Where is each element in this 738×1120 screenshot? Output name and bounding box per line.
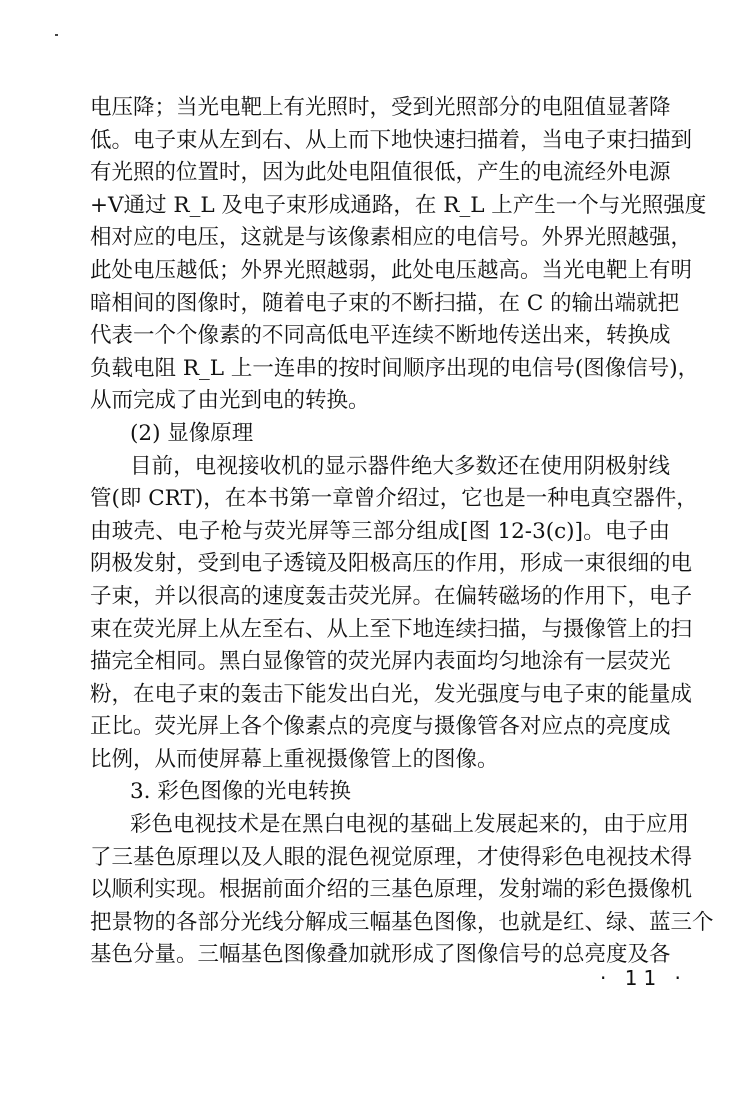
body-text <box>90 92 714 972</box>
text-line: 束在荧光屏上从左至右、从上至下地连续扫描，与摄像管上的扫 <box>90 616 693 642</box>
text-line: 把景物的各部分光线分解成三幅基色图像，也就是红、绿、蓝三个 <box>90 909 714 935</box>
text-line: 正比。荧光屏上各个像素点的亮度与摄像管各对应点的亮度成 <box>90 714 671 740</box>
text-line: 从而完成了由光到电的转换。 <box>90 388 370 414</box>
text-line: 代表一个个像素的不同高低电平连续不断地传送出来，转换成 <box>90 323 671 349</box>
text-line: +V通过 R_L 及电子束形成通路，在 R_L 上产生一个与光照强度 <box>90 192 707 218</box>
section-heading: (2) 显像原理 <box>130 420 254 446</box>
text-line: 比例，从而使屏幕上重视摄像管上的图像。 <box>90 746 499 772</box>
text-line: 相对应的电压，这就是与该像素相应的电信号。外界光照越强， <box>90 225 693 251</box>
text-line: 有光照的位置时，因为此处电阻值很低，产生的电流经外电源 <box>90 160 671 186</box>
text-line: 以顺利实现。根据前面介绍的三基色原理，发射端的彩色摄像机 <box>90 877 693 903</box>
text-line: 暗相间的图像时，随着电子束的不断扫描，在 C 的输出端就把 <box>90 290 680 316</box>
text-line: 管(即 CRT)，在本书第一章曾介绍过，它也是一种电真空器件， <box>90 486 698 512</box>
text-line: 了三基色原理以及人眼的混色视觉原理，才使得彩色电视技术得 <box>90 844 693 870</box>
text-line: 描完全相同。黑白显像管的荧光屏内表面均匀地涂有一层荧光 <box>90 649 671 675</box>
text-line: 基色分量。三幅基色图像叠加就形成了图像信号的总亮度及各 <box>90 942 671 968</box>
text-line: 电压降；当光电靶上有光照时，受到光照部分的电阻值显著降 <box>90 95 671 120</box>
scan-mark <box>55 34 58 36</box>
text-line: 彩色电视技术是在黑白电视的基础上发展起来的，由于应用 <box>130 812 690 838</box>
text-line: 由玻壳、电子枪与荧光屏等三部分组成[图 12-3(c)]。电子由 <box>90 518 670 544</box>
text-line: 此处电压越低；外界光照越弱，此处电压越高。当光电靶上有明 <box>90 257 693 283</box>
text-line: 负载电阻 R_L 上一连串的按时间顺序出现的电信号(图像信号)， <box>90 355 700 381</box>
text-line: 低。电子束从左到右、从上而下地快速扫描着，当电子束扫描到 <box>90 127 693 153</box>
text-line: 目前，电视接收机的显示器件绝大多数还在使用阴极射线 <box>130 453 670 479</box>
section-heading: 3. 彩色图像的光电转换 <box>130 779 351 805</box>
text-line: 子束，并以很高的速度轰击荧光屏。在偏转磁场的作用下，电子 <box>90 583 693 609</box>
page-number: · 11 · <box>600 966 687 990</box>
text-line: 阴极发射，受到电子透镜及阳极高压的作用，形成一束很细的电 <box>90 551 693 577</box>
text-line: 粉，在电子束的轰击下能发出白光，发光强度与电子束的能量成 <box>90 681 693 707</box>
